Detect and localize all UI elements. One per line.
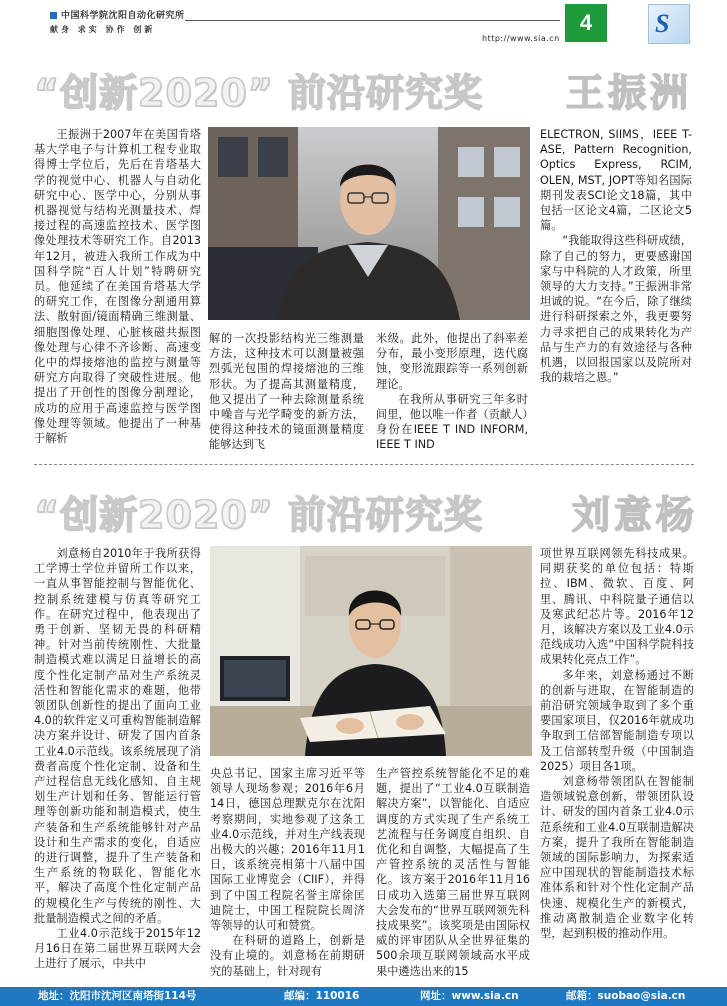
article1-portrait-photo: [208, 127, 530, 320]
article2-column-4: [540, 546, 694, 941]
article2-column-3: [376, 766, 530, 979]
article1-title-award: “创新2020”: [34, 71, 274, 115]
article2-paragraph-3: 央总书记、国家主席习近平等领导人现场参观；2016年6月14日，德国总理默克尔在沈阳考察期间，实地参观了这条工业4.0示范线，并对生产线表现出极大的兴趣；2016年11月1日，该系统亮相第十八届中国国际工业博览会（CIIF），并得到了中国工程院名誉主席徐匡迪院士，中国工程院院长周济等领导的认可和赞赏。: [210, 767, 365, 933]
article2-title-category: 前沿研究奖: [288, 493, 484, 537]
article2-paragraph-5: 生产管控系统智能化不足的难题，提出了“工业4.0互联制造解决方案”，以智能化、自适应调度的方式实现了生产系统工艺流程与任务调度自组织、自优化和自调整，大幅提高了生产管控系统的灵活性与智能化。该方案于2016年11月16日成功入选第三届世界互联网大会发布的“世界互联网领先科技成果奖”。该奖项是由国际权威的评审团队从全世界征集的500余项互联网领域高水平成果中遴选出来的15: [376, 767, 530, 978]
article2-column-1: [34, 546, 201, 972]
article1-column-2: [209, 331, 364, 453]
footer-postcode: 邮编：110016: [284, 990, 360, 1002]
article2-title-award: “创新2020”: [34, 493, 274, 537]
logo-letter: S: [655, 9, 670, 38]
article2-paragraph-8: 刘意杨带领团队在智能制造领域锐意创新，带领团队设计、研发的国内首条工业4.0示范系统和工业4.0互联制造解决方案，提升了我所在智能制造领域的国际影响力，为探索适应中国现状的智能制造技术标准体系和针对个性化定制产品快速、规模化生产的新模式，推动离散制造企业数字化转型，起到积极的推动作用。: [540, 775, 694, 941]
article1-title: [0, 62, 727, 115]
article1-column-1: [34, 127, 201, 446]
article1-paragraph-3: 米级。此外，他提出了斜率差分布，最小变形原理，迭代腐蚀，变形流跟踪等一系列创新理论。: [376, 332, 528, 391]
article1-column-3: [376, 331, 528, 453]
article1-paragraph-6: “我能取得这些科研成绩，除了自己的努力，更要感谢国家与中科院的人才政策，所里领导的大力支持。”王振洲非常坦诚的说。“在今后，除了继续进行科研探索之外，我更要努力寻求把自己的成果转化为产品与生产力的有效途径与各种机遇，以回报国家以及院所对我的栽培之恩。”: [540, 234, 692, 385]
article1-title-name: 王振洲: [566, 71, 693, 115]
footer-address: 地址：沈阳市沈河区南塔街114号: [38, 990, 197, 1002]
office-portrait-illustration: [210, 546, 532, 756]
article1-paragraph-5: ELECTRON, SIIMS，IEEE T-ASE, Pattern Recognition, Optics Express, RCIM, OLEN, MST, JOPT等知名国际期刊发表SCI论文18篇，其中包括一区论文4篇，二区论文5篇。: [540, 128, 692, 233]
article2-paragraph-7: 多年来，刘意杨通过不断的创新与进取，在智能制造的前沿研究领域争取到了多个重要国家项目，仅2016年就成功争取到工信部智能制造专项以及工信部转型升级（中国制造2025）项目各1项。: [540, 668, 694, 773]
section-divider: [34, 464, 694, 465]
footer-website[interactable]: 网址：www.sia.cn: [420, 990, 519, 1002]
header-rule: [185, 20, 560, 21]
org-name: 中国科学院沈阳自动化研究所: [50, 8, 185, 21]
header-url[interactable]: http://www.sia.cn: [482, 34, 560, 43]
article1-paragraph-2: 解的一次投影结构光三维测量方法，这种技术可以测量被强烈弧光包围的焊接熔池的三维形状。为了提高其测量精度，他又提出了一种去除测量系统中噪音与光学畸变的新方法，使得这种技术的镜面测量精度能够达到飞: [209, 332, 364, 452]
page-footer: [0, 987, 727, 1006]
article1-column-4: [540, 127, 692, 385]
page-header: [0, 0, 727, 46]
article1-paragraph-1: 王振洲于2007年在美国肯塔基大学电子与计算机工程专业取得博士学位后，先后在肯塔基大学的视觉中心、机器人与自动化研究中心、医学中心，分别从事机器视觉与结构光测量技术、焊接过程的高速监控技术、医学图像处理技术等研究工作。自2013年12月，被进入我所工作成为中国科学院“百人计划”特聘研究员。他延续了在美国肯塔基大学的研究工作，在图像分割通用算法、散射面/镜面精确三维测量、细胞图像处理、心脏核磁共振图像处理与心律不齐诊断、高速变化中的焊接熔池的监控与测量等研究方向取得了突破性进展。他提出了开创性的图像分割理论，成功的应用于高速监控与医学图像处理等领域。他提出了一种基于解析: [34, 128, 201, 446]
article1-title-category: 前沿研究奖: [288, 71, 484, 115]
article2-title: [0, 484, 727, 537]
article1-paragraph-4: 在我所从事研究三年多时间里，他以唯一作者（贡献人）身份在IEEE T IND INFORM, IEEE T IND: [376, 392, 528, 452]
article2-paragraph-2: 工业4.0示范线于2015年12月16日在第二届世界互联网大会上进行了展示，中共中: [34, 927, 201, 971]
portrait-illustration: [208, 127, 530, 320]
article2-paragraph-1: 刘意杨自2010年于我所获得工学博士学位并留所工作以来，一直从事智能控制与智能优化、控制系统建模与仿真等研究工作。在研究过程中，他表现出了勇于创新、坚韧无畏的科研精神。针对当前传统刚性、大批量制造模式难以满足日益增长的高度个性化定制产品对生产系统灵活性和智能化需求的难题，他带领团队创新性的提出了面向工业4.0的软件定义可重构智能制造解决方案并设计、研发了国内首条工业4.0示范线。该系统展现了消费者高度个性化定制、设备和生产过程信息无线化感知、自主规划生产计划和任务、智能运行管理等创新功能和制造模式，使生产装备和生产系统能够针对产品设计和生产需求的变化，自适应的进行调整，提升了生产装备和生产系统的物联化、智能化水平，解决了高度个性化定制产品的规模化生产与传统的刚性、大批量制造模式之间的矛盾。: [34, 547, 201, 925]
article2-paragraph-4: 在科研的道路上，创新是没有止境的。刘意杨在前期研究的基础上，针对现有: [210, 934, 365, 978]
sia-logo: [648, 4, 690, 44]
org-motto: 献身 求实 协作 创新: [50, 25, 156, 34]
page-number: 4: [565, 4, 607, 42]
article2-paragraph-6: 项世界互联网领先科技成果。同期获奖的单位包括：特斯拉、IBM、微软、百度、阿里、腾讯、中科院量子通信以及寒武纪芯片等。2016年12月，该解决方案以及工业4.0示范线成功入选“中国科学院科技成果转化亮点工作”。: [540, 547, 694, 667]
article2-portrait-photo: [210, 546, 532, 756]
article2-column-2: [210, 766, 365, 979]
footer-email[interactable]: 邮箱：suobao@sia.cn: [566, 990, 686, 1002]
article2-title-name: 刘意杨: [572, 493, 699, 537]
